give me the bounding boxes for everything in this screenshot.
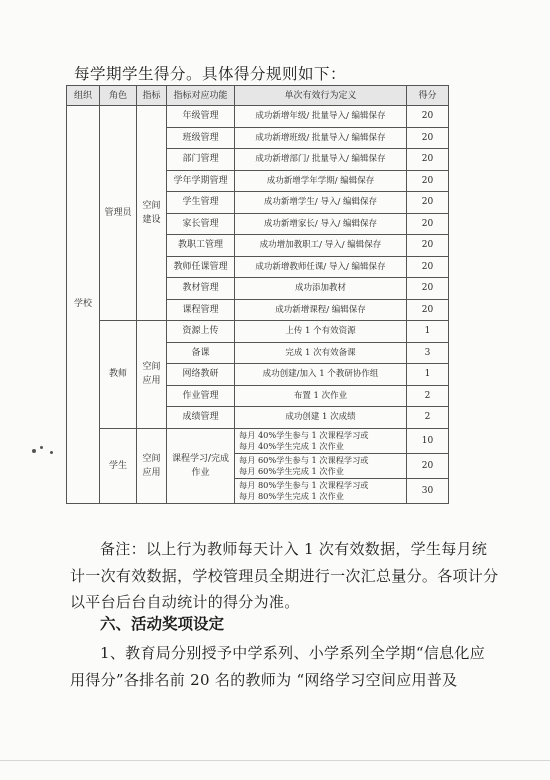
score-cell: 3 (407, 342, 449, 364)
score-cell: 20 (407, 149, 449, 171)
scan-speck (50, 451, 53, 454)
header-role: 角色 (100, 86, 137, 106)
rule-cell: 成功创建 1 次成绩 (235, 407, 407, 429)
score-cell: 20 (407, 192, 449, 214)
function-cell: 学年学期管理 (167, 170, 235, 192)
indicator-cell-teacher: 空间应用 (137, 321, 167, 429)
table-header-row (67, 86, 449, 106)
indicator-cell-student: 空间应用 (137, 428, 167, 503)
score-cell: 2 (407, 385, 449, 407)
function-cell: 作业管理 (167, 385, 235, 407)
function-cell: 教师任课管理 (167, 256, 235, 278)
table-row (67, 321, 449, 343)
score-cell: 1 (407, 364, 449, 386)
rule-cell: 布置 1 次作业 (235, 385, 407, 407)
header-function: 指标对应功能 (167, 86, 235, 106)
section-title: 六、活动奖项设定 (100, 614, 225, 633)
rule-cell (235, 453, 407, 478)
table-row (67, 428, 449, 453)
score-cell: 20 (407, 278, 449, 300)
function-cell: 备课 (167, 342, 235, 364)
rule-cell (235, 478, 407, 503)
rule-cell: 成功新增部门/ 批量导入/ 编辑保存 (235, 149, 407, 171)
rule-cell: 成功新增教师任课/ 导入/ 编辑保存 (235, 256, 407, 278)
role-cell-admin: 管理员 (100, 106, 137, 321)
rule-cell: 成功新增学生/ 导入/ 编辑保存 (235, 192, 407, 214)
header-indicator: 指标 (137, 86, 167, 106)
score-cell: 20 (407, 453, 449, 478)
rule-cell: 成功新增学年学期/ 编辑保存 (235, 170, 407, 192)
rule-line: 每月 60%学生完成 1 次作业 (239, 465, 344, 476)
rule-cell: 成功新增课程/ 编辑保存 (235, 299, 407, 321)
function-cell: 学生管理 (167, 192, 235, 214)
function-cell: 网络教研 (167, 364, 235, 386)
function-cell: 教材管理 (167, 278, 235, 300)
score-cell: 20 (407, 256, 449, 278)
rule-cell: 上传 1 个有效资源 (235, 321, 407, 343)
rule-line: 每月 60%学生参与 1 次课程学习或 (239, 454, 369, 465)
score-cell: 30 (407, 478, 449, 503)
rule-line: 每月 80%学生完成 1 次作业 (239, 490, 344, 501)
rule-cell (235, 428, 407, 453)
org-cell: 学校 (67, 106, 100, 504)
role-cell-teacher: 教师 (100, 321, 137, 429)
score-rules-table (66, 85, 449, 504)
award-paragraph: 1、教育局分别授予中学系列、小学系列全学期“信息化应用得分”各排名前 20 名的教师为 “网络学习空间应用普及 (70, 644, 486, 689)
rule-cell: 成功增加教职工/ 导入/ 编辑保存 (235, 235, 407, 257)
score-cell: 20 (407, 299, 449, 321)
header-score: 得分 (407, 86, 449, 106)
rule-cell: 成功新增家长/ 导入/ 编辑保存 (235, 213, 407, 235)
rule-cell: 完成 1 次有效备课 (235, 342, 407, 364)
indicator-cell-admin: 空间建设 (137, 106, 167, 321)
function-cell: 年级管理 (167, 106, 235, 128)
header-org: 组织 (67, 86, 100, 106)
note-paragraph: 备注：以上行为教师每天计入 1 次有效数据，学生每月统计一次有效数据，学校管理员全期进行一次汇总量分。各项计分以平台后台自动统计的得分为准。 (70, 540, 499, 611)
scan-speck (32, 449, 36, 453)
function-cell: 家长管理 (167, 213, 235, 235)
function-cell: 课程管理 (167, 299, 235, 321)
table-row (67, 106, 449, 128)
header-rule: 单次有效行为定义 (235, 86, 407, 106)
rule-cell: 成功创建/加入 1 个教研协作组 (235, 364, 407, 386)
rule-cell: 成功新增年级/ 批量导入/ 编辑保存 (235, 106, 407, 128)
intro-text: 每学期学生得分。具体得分规则如下： (74, 65, 347, 83)
score-cell: 20 (407, 235, 449, 257)
rule-line: 每月 80%学生参与 1 次课程学习或 (239, 479, 369, 490)
function-cell: 教职工管理 (167, 235, 235, 257)
rule-cell: 成功添加教材 (235, 278, 407, 300)
score-cell: 1 (407, 321, 449, 343)
function-cell: 部门管理 (167, 149, 235, 171)
rule-line: 每月 40%学生参与 1 次课程学习或 (239, 429, 369, 440)
rule-line: 每月 40%学生完成 1 次作业 (239, 440, 344, 451)
rule-cell: 成功新增班级/ 批量导入/ 编辑保存 (235, 127, 407, 149)
score-cell: 20 (407, 213, 449, 235)
function-cell: 成绩管理 (167, 407, 235, 429)
score-cell: 20 (407, 127, 449, 149)
score-cell: 2 (407, 407, 449, 429)
function-cell: 资源上传 (167, 321, 235, 343)
role-cell-student: 学生 (100, 428, 137, 503)
score-cell: 20 (407, 170, 449, 192)
score-cell: 20 (407, 106, 449, 128)
score-cell: 10 (407, 428, 449, 453)
function-cell: 班级管理 (167, 127, 235, 149)
scan-speck (40, 446, 43, 449)
scan-artifact-line (0, 760, 550, 761)
function-cell-student: 课程学习/完成作业 (167, 428, 235, 503)
